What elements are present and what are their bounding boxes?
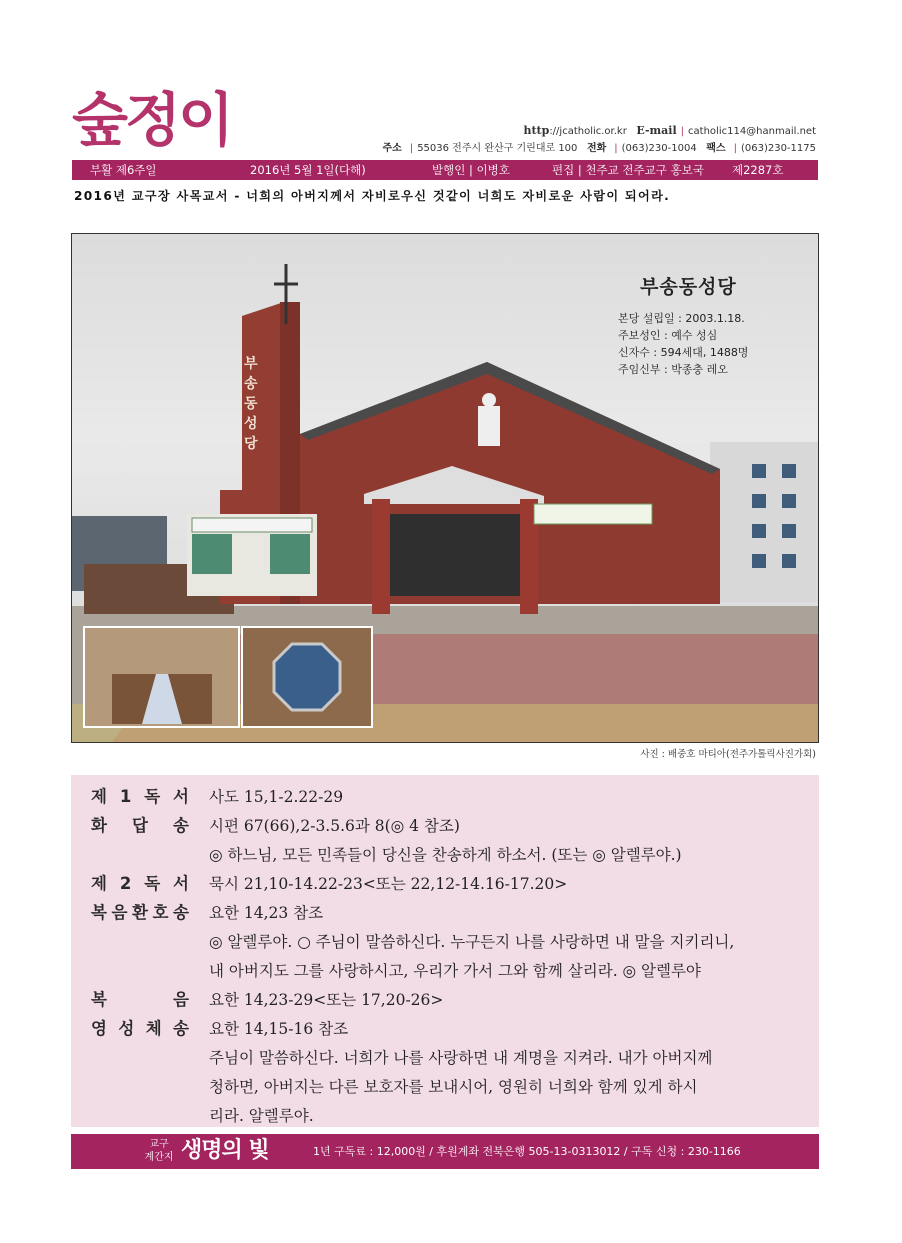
issue-info-bar: [72, 160, 818, 180]
fax-value: (063)230-1175: [740, 143, 816, 154]
publisher: 발행인 | 이병호: [432, 163, 510, 177]
reading-text: 요한 14,15-16 참조: [209, 1020, 349, 1038]
reading-text: ◎ 하느님, 모든 민족들이 당신을 찬송하게 하소서. (또는 ◎ 알렐루야.): [209, 846, 682, 864]
fax-label: 팩스: [706, 143, 726, 154]
reading-label: 제 1 독 서: [91, 787, 189, 806]
reading-label: 복 음: [91, 990, 189, 1009]
photo-credit: 사진 : 배중호 마티아(전주가톨릭사진가회): [640, 749, 816, 760]
reading-text: 요한 14,23 참조: [209, 904, 324, 922]
parish-facts: [618, 310, 748, 378]
footer-magazine-label: 교구 계간지: [144, 1139, 174, 1163]
parish-founded: 본당 설립일 : 2003.1.18.: [618, 312, 745, 325]
readings-panel: [71, 775, 819, 1127]
website-link[interactable]: ://jcatholic.or.kr: [549, 126, 627, 137]
reading-label: 영 성 체 송: [91, 1019, 189, 1038]
masthead-title: 숲정이: [72, 86, 232, 154]
parish-patron: 주보성인 : 예수 성심: [618, 329, 718, 342]
reading-text: 요한 14,23-29<또는 17,20-26>: [209, 991, 444, 1009]
issue-date: 2016년 5월 1일(다해): [250, 163, 366, 177]
email-label: E-mail: [636, 124, 677, 137]
reading-label: 복 음 환 호 송: [91, 903, 189, 922]
footer-magazine-brand: 생명의 빛: [181, 1138, 269, 1163]
reading-text: 사도 15,1-2.22-29: [209, 788, 344, 806]
pastoral-motto: 2016년 교구장 사목교서 - 너희의 아버지께서 자비로우신 것같이 너희도 자비로운 사람이 되어라.: [74, 189, 671, 203]
email-link[interactable]: catholic114@hanmail.net: [688, 126, 816, 137]
reading-text: 주님이 말씀하신다. 너희가 나를 사랑하면 내 계명을 지켜라. 내가 아버지께: [209, 1049, 713, 1067]
reading-text: 청하면, 아버지는 다른 보호자를 보내시어, 영원히 너희와 함께 있게 하시: [209, 1078, 698, 1096]
reading-text: 내 아버지도 그를 사랑하시고, 우리가 가서 그와 함께 살리라. ◎ 알렐루야: [209, 962, 701, 980]
footer-subscription-info: 1년 구독료 : 12,000원 / 후원계좌 전북은행 505-13-0313012 / 구독 신청 : 230-1166: [313, 1145, 741, 1158]
subscription-footer: [71, 1134, 819, 1169]
liturgical-sunday: 부활 제6주일: [90, 163, 157, 177]
editor: 편집 | 천주교 전주교구 홍보국: [552, 163, 704, 177]
issue-number: 제2287호: [732, 163, 784, 177]
address-label: 주소: [382, 143, 402, 154]
church-photo: [71, 233, 819, 743]
contact-block: http://jcatholic.or.kr E-mail | catholic114@hanmail.net 주소 | 55036 전주시 완산구 기린대로 100 전화 | (063)230-1004 팩스 | (063)230-1175: [382, 124, 816, 154]
phone-value: (063)230-1004: [621, 143, 697, 154]
masthead-logo: [72, 84, 272, 156]
parish-members: 신자수 : 594세대, 1488명: [618, 346, 749, 359]
phone-label: 전화: [586, 143, 607, 154]
reading-text: 시편 67(66),2-3.5.6과 8(◎ 4 참조): [209, 817, 460, 835]
reading-text: ◎ 알렐루야. ○ 주님이 말씀하신다. 누구든지 나를 사랑하면 내 말을 지키리니,: [209, 933, 735, 951]
parish-pastor: 주임신부 : 박종충 레오: [618, 363, 728, 376]
reading-label: 화 답 송: [91, 816, 189, 835]
parish-name: 부송동성당: [640, 276, 737, 298]
reading-text: 리라. 알렐루야.: [209, 1107, 314, 1125]
reading-label: 제 2 독 서: [91, 874, 189, 893]
tower-church-sign: 부송동성당: [244, 356, 258, 452]
reading-text: 묵시 21,10-14.22-23<또는 22,12-14.16-17.20>: [209, 875, 568, 893]
address-value: 55036 전주시 완산구 기린대로 100: [417, 143, 578, 154]
website-label: http: [523, 124, 550, 137]
